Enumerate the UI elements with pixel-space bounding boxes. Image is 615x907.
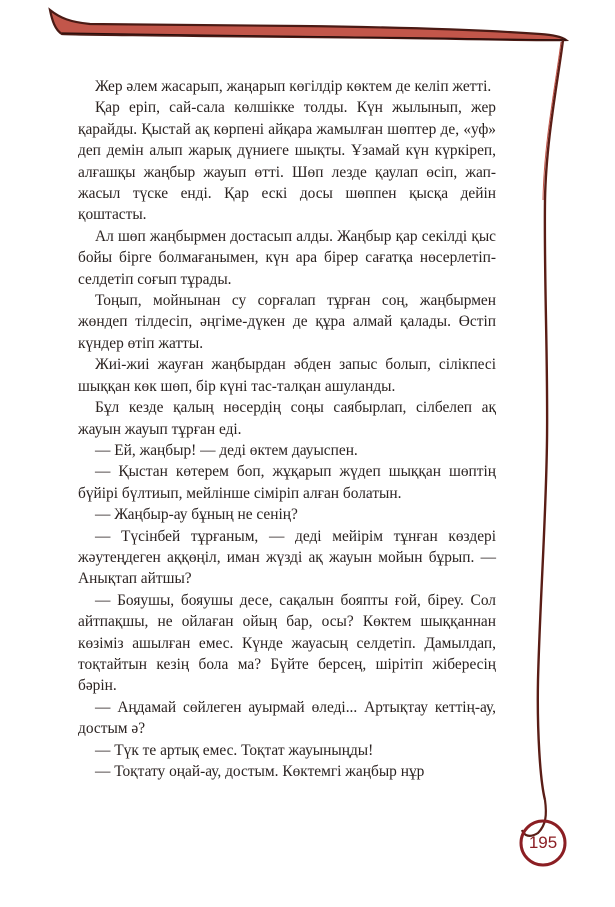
- dialogue-line: — Бояушы, бояушы десе, сақалын бояпты ғой, біреу. Сол айтпақшы, не ойлаған ойың бар, осы? Көктем шыққаннан көзіміз ашылған емес. Күнде жауасың селдетіп. Дамылдап, тоқтайтын кезің бола ма? Бүйте берсең, шірітіп жібересің бәрін.: [78, 591, 496, 695]
- paragraph: Жиі-жиі жауған жаңбырдан әбден запыс болып, сілікпесі шыққан көк шөп, бір күні тас-талқан ашуланды.: [78, 356, 496, 395]
- paragraph: Қар еріп, сай-сала көлшікке толды. Күн жылынып, жер қарайды. Қыстай ақ көрпені айқара жамылған шөптер де, «уф» деп демін алып жарық дүниеге шықты. Ұзамай күн күркіреп, алғашқы жаңбыр жауып өтті. Шөп лезде қаулап өсіп, жап-жасыл түске енді. Қар ескі досы шөппен қысқа дейін қоштасты.: [78, 99, 496, 224]
- paragraph: Жер әлем жасарып, жаңарып көгілдір көктем де келіп жетті.: [95, 78, 492, 95]
- right-rope-inner: [543, 42, 561, 200]
- dialogue-line: — Тоқтату оңай-ау, достым. Көктемгі жаңбыр нұр: [95, 763, 425, 780]
- dialogue-line: — Жаңбыр-ау бұның не сенің?: [95, 506, 298, 524]
- dialogue-line: — Түсінбей тұрғаным, — деді мейірім тұнған көздері жәутеңдеген аққөңіл, иман жүзді ақ жауын мойын бұрып. — Анықтап айтшы?: [78, 527, 496, 588]
- top-ribbon: [50, 10, 566, 40]
- dialogue-line: — Түк те артық емес. Тоқтат жауыныңды!: [95, 741, 374, 759]
- right-rope: [538, 40, 563, 800]
- story-text: [78, 76, 496, 782]
- dialogue-line: — Аңдамай сөйлеген ауырмай өледі... Артықтау кеттің-ау, достым ә?: [78, 698, 496, 738]
- page-number: 195: [528, 833, 558, 852]
- dialogue-line: — Қыстан көтерем боп, жұқарып жүдеп шыққан шөптің бүйірі бүлтиып, мейлінше сіміріп алған болатын.: [78, 463, 496, 502]
- dialogue-line: — Ей, жаңбыр! — деді өктем дауыспен.: [95, 441, 358, 459]
- paragraph: Тоңып, мойнынан су сорғалап тұрған соң, жаңбырмен жөндеп тілдесіп, әңгіме-дүкен де құра алмай қалады. Өстіп күндер өтіп жатты.: [78, 292, 496, 352]
- top-ribbon-shadow: [62, 33, 566, 40]
- paragraph: Ал шөп жаңбырмен достасып алды. Жаңбыр қар секілді қыс бойы бірге болмағанымен, күн ара бірер сағатқа нөсерлетіп-селдетіп соғып тұрады.: [78, 227, 496, 288]
- paragraph: Бұл кезде қалың нөсердің соңы саябырлап, сілбелеп ақ жауын жауып тұрған еді.: [78, 399, 496, 438]
